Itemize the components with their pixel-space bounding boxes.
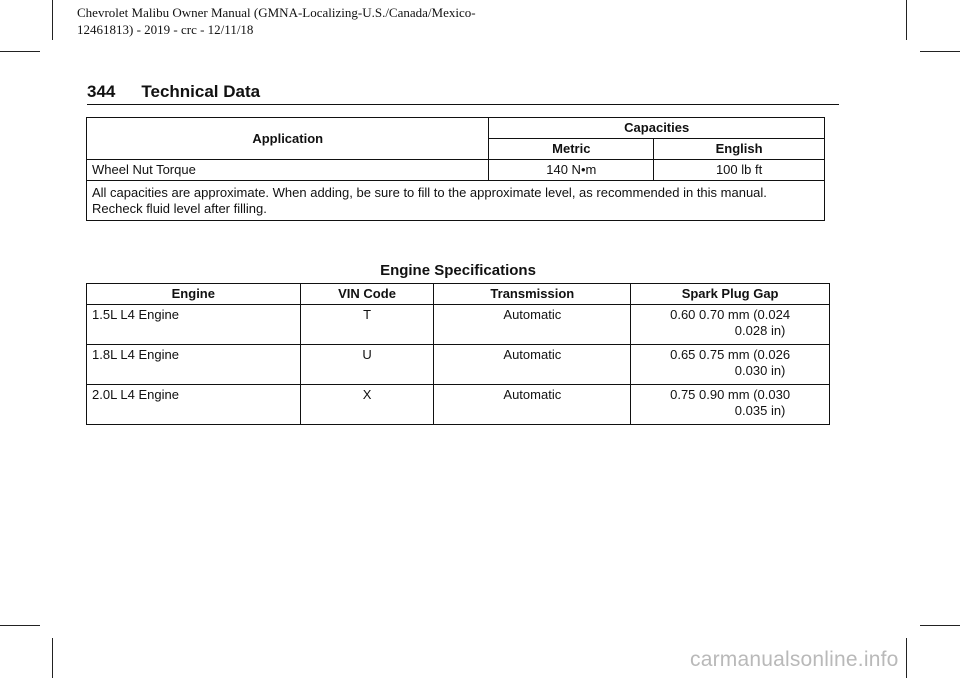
page-title: Technical Data (141, 82, 261, 101)
cell-engine: 1.5L L4 Engine (87, 305, 301, 345)
gap-line: 0.035 in) (734, 403, 786, 418)
crop-mark (0, 51, 40, 52)
engine-specs-title: Engine Specifications (380, 262, 536, 279)
cell-vin-code: U (300, 345, 434, 385)
cell-vin-code: T (300, 305, 434, 345)
cell-spark-plug-gap (631, 385, 830, 425)
cell-spark-plug-gap (631, 305, 830, 345)
gap-line: 0.75 0.90 mm (0.030 (670, 387, 791, 402)
page-number: 344 (87, 82, 116, 101)
header-application: Application (87, 118, 489, 160)
cell-spark-plug-gap (631, 345, 830, 385)
gap-line: 0.65 0.75 mm (0.026 (670, 347, 791, 362)
running-header (77, 4, 476, 38)
page-heading (87, 82, 839, 105)
table-row (87, 305, 830, 345)
cell-transmission: Automatic (434, 345, 631, 385)
crop-mark (906, 0, 907, 40)
crop-mark (920, 625, 960, 626)
gap-line: 0.028 in) (734, 323, 786, 338)
gap-line: 0.60 0.70 mm (0.024 (670, 307, 791, 322)
watermark: carmanualsonline.info (690, 648, 899, 671)
cell-english: 100 lb ft (654, 160, 825, 181)
cell-transmission: Automatic (434, 385, 631, 425)
header-english: English (654, 139, 825, 160)
cell-metric: 140 N•m (489, 160, 654, 181)
running-header-line: Chevrolet Malibu Owner Manual (GMNA-Localizing-U.S./Canada/Mexico- (77, 5, 476, 20)
crop-mark (52, 638, 53, 678)
cell-vin-code: X (300, 385, 434, 425)
header-capacities: Capacities (489, 118, 825, 139)
cell-engine: 1.8L L4 Engine (87, 345, 301, 385)
capacities-table (86, 117, 825, 221)
cell-engine: 2.0L L4 Engine (87, 385, 301, 425)
cell-application: Wheel Nut Torque (87, 160, 489, 181)
gap-line: 0.030 in) (734, 363, 786, 378)
header-spark-plug-gap: Spark Plug Gap (631, 284, 830, 305)
header-transmission: Transmission (434, 284, 631, 305)
crop-mark (906, 638, 907, 678)
capacities-note: All capacities are approximate. When adding, be sure to fill to the approximate level, as recommended in this manual. Recheck fluid level after filling. (87, 181, 825, 221)
table-row (87, 160, 825, 181)
header-vin-code: VIN Code (300, 284, 434, 305)
crop-mark (0, 625, 40, 626)
header-metric: Metric (489, 139, 654, 160)
running-header-line: 12461813) - 2019 - crc - 12/11/18 (77, 22, 254, 37)
crop-mark (920, 51, 960, 52)
table-row (87, 345, 830, 385)
crop-mark (52, 0, 53, 40)
engine-specs-table (86, 283, 830, 425)
header-engine: Engine (87, 284, 301, 305)
cell-transmission: Automatic (434, 305, 631, 345)
table-row (87, 385, 830, 425)
